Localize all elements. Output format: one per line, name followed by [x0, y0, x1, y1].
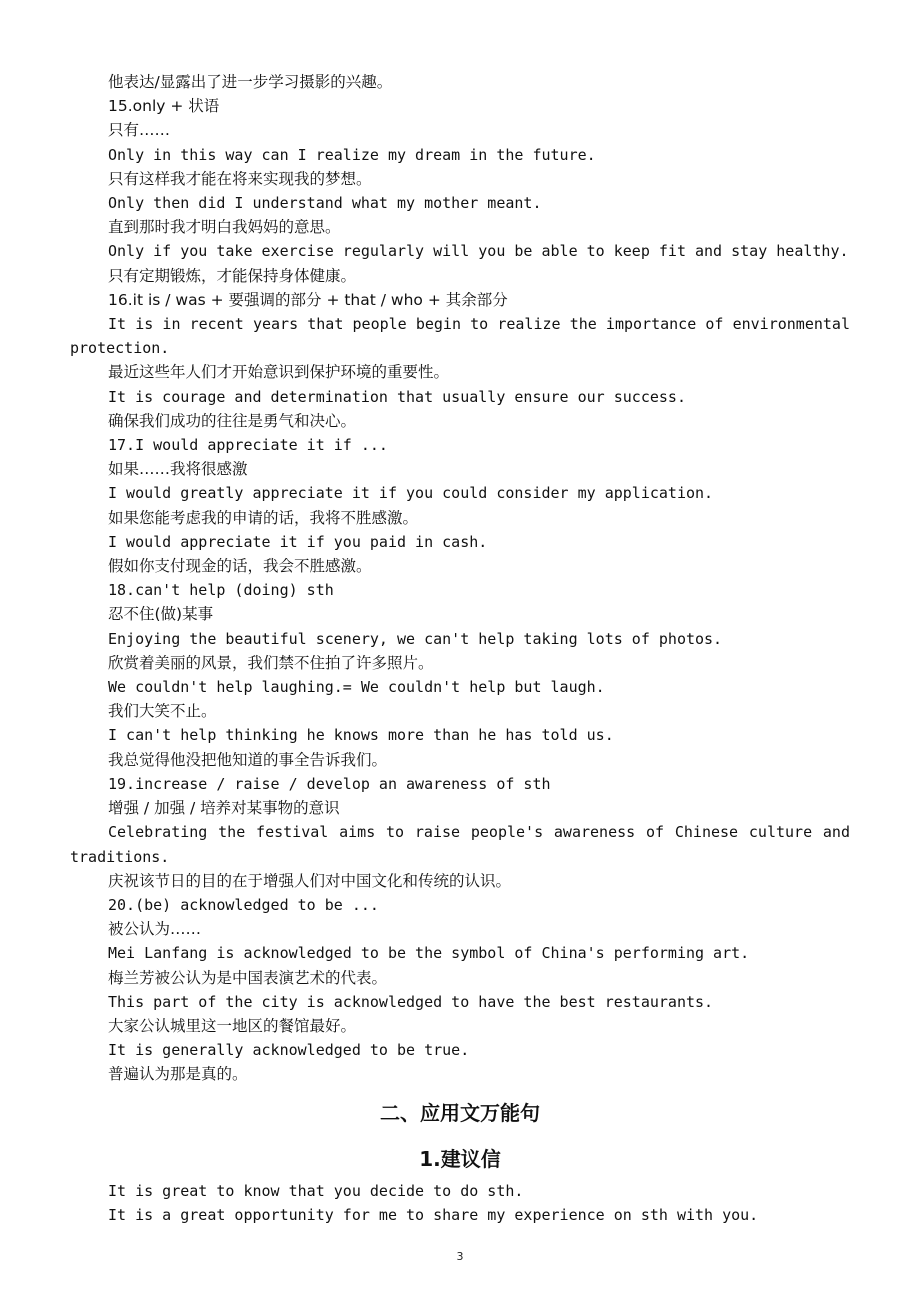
sub-heading: 1.建议信 — [419, 1146, 501, 1171]
english-line: It is generally acknowledged to be true. — [108, 1041, 470, 1060]
chinese-line: 16.it is / was + 要强调的部分 + that / who + 其余部分 — [108, 290, 508, 309]
english-line: Enjoying the beautiful scenery, we can't help taking lots of photos. — [108, 629, 723, 648]
chinese-line: 忍不住(做)某事 — [108, 605, 214, 624]
english-line: I can't help thinking he knows more than he has told us. — [108, 726, 614, 745]
chinese-line: 如果……我将很感激 — [108, 460, 248, 479]
sentence-list — [70, 70, 850, 1087]
chinese-line: 欣赏着美丽的风景，我们禁不住拍了许多照片。 — [108, 653, 434, 672]
chinese-line: 确保我们成功的往往是勇气和决心。 — [108, 411, 357, 430]
section-heading: 二、应用文万能句 — [380, 1100, 540, 1125]
english-line: It is a great opportunity for me to share my experience on sth with you. — [108, 1205, 759, 1224]
english-line: This part of the city is acknowledged to have the best restaurants. — [108, 992, 714, 1011]
english-line: Only if you take exercise regularly will you be able to keep fit and stay healthy. — [108, 242, 849, 261]
chinese-line: 最近这些年人们才开始意识到保护环境的重要性。 — [108, 363, 450, 382]
chinese-line: 只有…… — [108, 121, 171, 140]
chinese-line: 直到那时我才明白我妈妈的意思。 — [108, 218, 341, 237]
chinese-line: 只有定期锻炼，才能保持身体健康。 — [108, 266, 357, 285]
sentence-list-tail — [70, 1179, 850, 1227]
chinese-line: 被公认为…… — [108, 920, 202, 939]
chinese-line: 增强 / 加强 / 培养对某事物的意识 — [108, 799, 340, 818]
english-line: 19.increase / raise / develop an awareness of sth — [108, 774, 551, 793]
english-line: It is courage and determination that usually ensure our success. — [108, 387, 686, 406]
page-number: 3 — [456, 1250, 464, 1263]
english-line: Only then did I understand what my mother meant. — [108, 194, 542, 213]
english-line: Mei Lanfang is acknowledged to be the symbol of China's performing art. — [108, 944, 750, 963]
english-line: We couldn't help laughing.= We couldn't help but laugh. — [108, 678, 605, 697]
english-line: 20.(be) acknowledged to be ... — [108, 895, 379, 914]
chinese-line: 我总觉得他没把他知道的事全告诉我们。 — [108, 750, 388, 769]
chinese-line: 假如你支付现金的话，我会不胜感激。 — [108, 557, 372, 576]
english-line: 18.can't help (doing) sth — [108, 581, 334, 600]
chinese-line: 他表达/显露出了进一步学习摄影的兴趣。 — [108, 73, 393, 91]
english-line: It is in recent years that people begin to realize the importance of environmental protection. — [70, 315, 850, 358]
chinese-line: 普遍认为那是真的。 — [108, 1065, 248, 1084]
chinese-line: 梅兰芳被公认为是中国表演艺术的代表。 — [108, 968, 388, 987]
chinese-line: 15.only + 状语 — [108, 97, 220, 116]
chinese-line: 大家公认城里这一地区的餐馆最好。 — [108, 1016, 357, 1035]
chinese-line: 庆祝该节日的目的在于增强人们对中国文化和传统的认识。 — [108, 871, 512, 890]
english-line: Only in this way can I realize my dream in the future. — [108, 145, 596, 164]
english-line: I would greatly appreciate it if you could consider my application. — [108, 484, 714, 503]
chinese-line: 如果您能考虑我的申请的话，我将不胜感激。 — [108, 508, 419, 527]
english-line: Celebrating the festival aims to raise people's awareness of Chinese culture and traditions. — [70, 823, 850, 866]
chinese-line: 只有这样我才能在将来实现我的梦想。 — [108, 169, 372, 188]
page-content — [70, 70, 850, 1227]
chinese-line: 我们大笑不止。 — [108, 702, 217, 721]
english-line: It is great to know that you decide to do sth. — [108, 1181, 524, 1200]
english-line: 17.I would appreciate it if ... — [108, 436, 388, 455]
english-line: I would appreciate it if you paid in cash. — [108, 532, 488, 551]
